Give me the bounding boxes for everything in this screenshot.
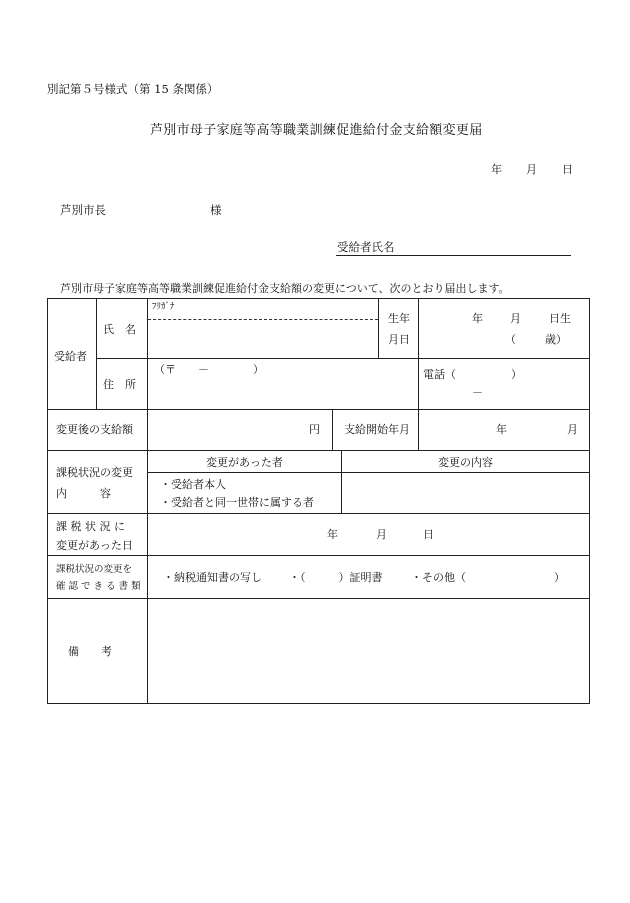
addressee-name: 芦別市長 bbox=[60, 203, 106, 217]
applicant-name-underline bbox=[336, 255, 571, 256]
phone-cell[interactable] bbox=[419, 359, 590, 410]
changed-date-label-cell bbox=[48, 513, 148, 555]
date-day-label: 日 bbox=[562, 163, 573, 176]
date-year-label: 年 bbox=[491, 163, 502, 176]
phone-label: 電話（ ） bbox=[423, 368, 522, 382]
birth-date-cell[interactable] bbox=[419, 299, 590, 359]
form-number: 別記第５号様式（第 15 条関係） bbox=[47, 82, 219, 96]
amount-input-cell[interactable] bbox=[148, 410, 333, 451]
address-label: 住 所 bbox=[103, 378, 136, 392]
amount-label-cell bbox=[48, 410, 148, 451]
name-input-cell[interactable] bbox=[148, 299, 379, 359]
start-input-cell[interactable] bbox=[419, 410, 590, 451]
start-month-label: 月 bbox=[567, 423, 578, 437]
recipient-label-cell bbox=[48, 299, 97, 410]
page-title: 芦別市母子家庭等高等職業訓練促進給付金支給額変更届 bbox=[150, 123, 483, 138]
intro-text: 芦別市母子家庭等高等職業訓練促進給付金支給額の変更について、次のとおり届出します。 bbox=[60, 282, 510, 295]
address-label-cell bbox=[97, 359, 148, 410]
birth-month-label: 月 bbox=[510, 312, 521, 325]
doc-option-tax-notice[interactable]: ・納税通知書の写し bbox=[163, 570, 262, 584]
date-month-label: 月 bbox=[526, 163, 537, 176]
addressee-honorific: 様 bbox=[210, 203, 222, 217]
amount-label: 変更後の支給額 bbox=[56, 423, 133, 437]
changed-date-year-label: 年 bbox=[327, 527, 338, 541]
changed-person-header: 変更があった者 bbox=[206, 456, 283, 470]
doc-option-certificate[interactable]: ・（ ）証明書 bbox=[289, 570, 383, 584]
person-option-household[interactable]: ・受給者と同一世帯に属する者 bbox=[160, 496, 314, 510]
start-label-cell bbox=[333, 410, 419, 451]
start-year-label: 年 bbox=[496, 423, 507, 437]
change-content-header-cell bbox=[342, 451, 590, 473]
remarks-input-cell[interactable] bbox=[148, 598, 590, 703]
birth-label-2: 月日 bbox=[388, 333, 410, 346]
form-table bbox=[47, 298, 590, 704]
amount-unit: 円 bbox=[309, 423, 320, 437]
recipient-label: 受給者 bbox=[54, 350, 87, 363]
tax-change-label-cell bbox=[48, 451, 148, 513]
changed-date-month-label: 月 bbox=[376, 527, 387, 541]
applicant-name-label: 受給者氏名 bbox=[337, 240, 395, 254]
changed-person-header-cell bbox=[148, 451, 342, 473]
doc-option-other[interactable]: ・その他（ ） bbox=[411, 570, 565, 584]
change-content-header: 変更の内容 bbox=[438, 456, 493, 470]
name-label: 氏 名 bbox=[103, 323, 136, 336]
postal-code: （〒 － ） bbox=[154, 363, 264, 377]
docs-options-cell[interactable] bbox=[148, 555, 590, 598]
change-content-input-cell[interactable] bbox=[342, 473, 590, 513]
tax-change-label-2: 内 容 bbox=[56, 487, 111, 501]
changed-date-input-cell[interactable] bbox=[148, 513, 590, 555]
birth-label-1: 生年 bbox=[388, 312, 410, 325]
person-option-self[interactable]: ・受給者本人 bbox=[160, 478, 226, 492]
remarks-label-cell bbox=[48, 598, 148, 703]
changed-date-label-2: 変更があった日 bbox=[56, 538, 133, 552]
furigana-label: ﾌﾘｶﾞﾅ bbox=[152, 302, 175, 312]
changed-person-options-cell[interactable] bbox=[148, 473, 342, 513]
birth-label-cell bbox=[379, 299, 419, 359]
age-unit: 歳） bbox=[545, 333, 567, 346]
age-open: （ bbox=[505, 333, 516, 346]
birth-day-label: 日生 bbox=[549, 312, 571, 325]
furigana-divider bbox=[148, 319, 378, 320]
changed-date-day-label: 日 bbox=[423, 527, 434, 541]
phone-dash: － bbox=[472, 386, 483, 400]
docs-label-1: 課税状況の変更を bbox=[56, 563, 133, 575]
start-label: 支給開始年月 bbox=[344, 423, 410, 437]
tax-change-label-1: 課税状況の変更 bbox=[56, 466, 133, 480]
address-input-cell[interactable] bbox=[148, 359, 419, 410]
name-label-cell bbox=[97, 299, 148, 359]
birth-year-label: 年 bbox=[472, 312, 483, 325]
remarks-label: 備 考 bbox=[68, 644, 112, 658]
changed-date-label-1: 課 税 状 況 に bbox=[56, 519, 125, 533]
docs-label-cell bbox=[48, 555, 148, 598]
docs-label-2: 確 認 で き る 書 類 bbox=[56, 580, 141, 592]
